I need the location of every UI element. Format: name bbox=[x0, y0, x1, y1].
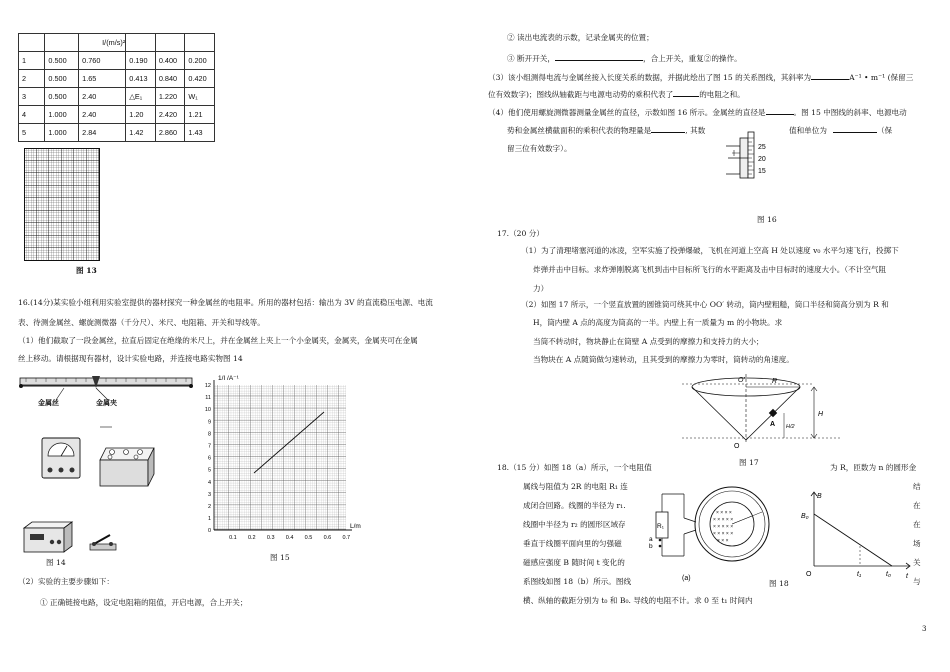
table-cell: 0.413 bbox=[126, 70, 156, 88]
fig16-micrometer bbox=[726, 128, 788, 180]
svg-text:× × × × ×: × × × × × bbox=[713, 517, 734, 523]
power-supply-icon bbox=[22, 520, 74, 554]
table-cell: 2.84 bbox=[79, 124, 126, 142]
fig15-ytick: 3 bbox=[207, 491, 211, 498]
fig15-ytick: 10 bbox=[204, 407, 211, 414]
table-cell bbox=[45, 34, 79, 52]
fig15-ytick: 2 bbox=[207, 504, 211, 510]
fig15-caption: 图 15 bbox=[270, 553, 290, 562]
q17-part1-line1: （1）为了清理堵塞河道的冰凌，空军实施了投弹爆破，飞机在河道上空高 H 处以速度 v₀ 水平匀速飞行，投掷下 bbox=[521, 246, 899, 255]
table-row bbox=[19, 88, 215, 106]
q18-line2a: 属线与阻值为 2R 的电阻 R₁ 连 bbox=[523, 482, 628, 491]
fig17-label-o: O bbox=[734, 443, 740, 450]
answer-blank bbox=[811, 72, 849, 80]
fig18b-label-b: B bbox=[817, 493, 822, 500]
q17-part2-line1: （2）如图 17 所示，一个竖直放置的圆锥筒可绕其中心 OO′ 转动，筒内壁粗糙，筒口半径和筒高分别为 R 和 bbox=[521, 300, 889, 309]
q16-step3-b: ，合上开关，重复②的操作。 bbox=[642, 54, 742, 63]
q16-part4-line3: 留三位有效数字）。 bbox=[507, 144, 572, 153]
q18-line6a: 磁感应强度 B 随时间 t 变化的 bbox=[523, 558, 625, 567]
q18-line5a: 垂直于线圈平面向里的匀强磁 bbox=[523, 539, 622, 548]
table-cell: 0.400 bbox=[155, 52, 185, 70]
ammeter-icon bbox=[40, 436, 84, 482]
fig17-label-o-top: O′ bbox=[738, 377, 745, 384]
table-cell: 1 bbox=[19, 52, 45, 70]
table-cell: 0.500 bbox=[45, 88, 79, 106]
q17-part1-line3: 力） bbox=[533, 284, 549, 293]
q18-line8: 横、纵轴的截距分别为 t₀ 和 B₀. 导线的电阻不计。求 0 至 t₁ 时间内 bbox=[523, 596, 753, 605]
fig15-ytick: 9 bbox=[207, 419, 211, 426]
table-cell bbox=[19, 34, 45, 52]
table-cell: 1.000 bbox=[45, 124, 79, 142]
fig15-xtick: 0.4 bbox=[285, 535, 294, 541]
table-header-unit: I/(m/s)² bbox=[102, 38, 126, 47]
table-cell: 2 bbox=[19, 70, 45, 88]
fig18a-label: (a) bbox=[682, 575, 691, 582]
table-cell: 1.220 bbox=[155, 88, 185, 106]
q16-part3-b: A⁻¹ • m⁻¹ (保留三 bbox=[849, 73, 914, 82]
svg-text:× × × ×: × × × × bbox=[716, 510, 732, 516]
fig17-caption: 图 17 bbox=[739, 458, 759, 467]
fig15-xtick: 0.7 bbox=[342, 535, 351, 541]
svg-text:× × ×: × × × bbox=[717, 538, 729, 544]
q16-step3-a: ③ 断开开关， bbox=[507, 54, 555, 63]
q17-part2-line4: 当物块在 A 点随筒做匀速转动，且其受到的摩擦力为零时，筒转动的角速度。 bbox=[533, 355, 794, 364]
fig18-caption: 图 18 bbox=[769, 579, 789, 588]
fig16-tick: 25 bbox=[758, 144, 766, 151]
q17-part2-line2: H，筒内壁 A 点的高度为筒高的一半。内壁上有一质量为 m 的小物块。求 bbox=[533, 318, 783, 327]
fig15-ytick: 0 bbox=[207, 528, 211, 535]
fig17-label-r: R bbox=[772, 378, 778, 385]
fig17-label-h2: H/2 bbox=[786, 424, 795, 430]
q16-part3-c: 位有效数字)；图线纵轴截距与电源电动势的乘积代表了 bbox=[488, 90, 674, 99]
fig15-ytick: 11 bbox=[205, 395, 211, 402]
q16-intro-line2: 表、待测金属丝、螺旋测微器（千分尺）、米尺、电阻箱、开关和导线等。 bbox=[18, 318, 265, 327]
label-clip: 金属夹 bbox=[96, 398, 117, 407]
q16-part3-a: （3）该小组测得电流与金属丝接入长度关系的数据，并据此绘出了图 15 的关系图线，其斜率为 bbox=[488, 73, 812, 82]
table-cell: 1.42 bbox=[126, 124, 156, 142]
table-cell: 4 bbox=[19, 106, 45, 124]
fig15-ytick: 1 bbox=[207, 516, 211, 523]
answer-blank bbox=[833, 125, 877, 133]
table-cell: W₁ bbox=[185, 88, 215, 106]
table-cell: 0.500 bbox=[45, 52, 79, 70]
table-cell: 0.760 bbox=[79, 52, 126, 70]
table-cell: 2.40 bbox=[79, 106, 126, 124]
fig18b-graph bbox=[800, 486, 916, 582]
answer-blank bbox=[673, 89, 699, 97]
q18-line6b: 关 bbox=[913, 558, 921, 567]
q16-part1-line1: （1）他们截取了一段金属丝，拉直后固定在绝缘的米尺上，并在金属丝上夹上一个小金属夹，金属夹，金属夹可在金属 bbox=[18, 336, 418, 345]
q16-intro-line1: 16.(14分)某实验小组利用实验室提供的器材探究一种金属丝的电阻率。所用的器材包括：输出为 3V 的直流稳压电源、电流 bbox=[18, 298, 433, 307]
q16-part4-e: 值和单位为 bbox=[789, 126, 827, 135]
fig18b-label-t: t bbox=[906, 573, 908, 580]
answer-blank bbox=[766, 107, 794, 115]
fig16-caption: 图 16 bbox=[757, 215, 777, 224]
fig15-ytick: 12 bbox=[204, 383, 211, 389]
fig17-label-h: H bbox=[818, 411, 824, 418]
q18-line2b: 结 bbox=[913, 482, 921, 491]
q16-part4-line2 bbox=[507, 125, 705, 136]
q16-step2: ② 读出电流表的示数，记录金属夹的位置； bbox=[507, 33, 654, 42]
q16-part3-line1 bbox=[488, 72, 913, 83]
table-cell bbox=[185, 34, 215, 52]
q17-part1-line2: 炸弹并击中目标。求炸弹刚脱离飞机到击中目标所飞行的水平距离及击中目标时的速度大小。（不计空气阻 bbox=[533, 265, 887, 274]
resistance-box-icon bbox=[98, 446, 156, 490]
fig18-label-r1: R₁ bbox=[657, 523, 664, 530]
q18-line7b: 与 bbox=[913, 577, 921, 586]
fig15-xtick: 0.3 bbox=[266, 535, 275, 541]
table-cell: 0.200 bbox=[185, 52, 215, 70]
q18-line1a: 18.（15 分）如图 18（a）所示，一个电阻值 bbox=[497, 463, 652, 472]
fig16-tick: 15 bbox=[758, 168, 766, 175]
table-cell: △E₁ bbox=[126, 88, 156, 106]
q18-line7a: 系图线如图 18（b）所示。图线 bbox=[523, 577, 632, 586]
q17-title: 17.（20 分） bbox=[497, 229, 544, 238]
q16-step3 bbox=[507, 53, 742, 64]
q18-line1b: 为 R，匝数为 n 的圆形金 bbox=[830, 463, 917, 472]
fig14-caption: 图 14 bbox=[46, 558, 66, 567]
table-cell bbox=[79, 34, 126, 52]
table-cell: 1.43 bbox=[185, 124, 215, 142]
fig18b-label-t0: t₀ bbox=[886, 571, 891, 578]
table-cell: 2.420 bbox=[155, 106, 185, 124]
fig18b-label-b0: B₀ bbox=[801, 513, 809, 520]
svg-text:× × × × ×: × × × × × bbox=[713, 524, 734, 530]
fig16-tick: 20 bbox=[758, 156, 766, 163]
q16-part4-b: 。图 15 中图线的斜率、电源电动 bbox=[793, 108, 907, 117]
q18-line5b: 场 bbox=[913, 539, 921, 548]
fig18-label-b: b bbox=[649, 543, 653, 550]
q18-line3a: 成闭合回路。线圈的半径为 r₁. bbox=[523, 501, 626, 510]
table-cell: 3 bbox=[19, 88, 45, 106]
fig18-label-a: a bbox=[649, 536, 653, 543]
fig15-ytick: 4 bbox=[207, 479, 211, 486]
fig18b-label-t1: t₁ bbox=[857, 571, 862, 578]
table-cell: 0.190 bbox=[126, 52, 156, 70]
fig17-cone bbox=[676, 370, 846, 454]
fig13-caption: 图 13 bbox=[76, 266, 97, 275]
fig15-xtick: 0.1 bbox=[229, 535, 237, 541]
q16-part4-d: , 其数 bbox=[685, 126, 706, 135]
label-wire: 金属丝 bbox=[38, 398, 59, 407]
fig18b-label-o: O bbox=[806, 571, 812, 578]
q16-part4-c: 势和金属丝横截面积的乘积代表的物理量是 bbox=[507, 126, 652, 135]
fig15-ylabel: 1/I /A⁻¹ bbox=[218, 375, 239, 382]
fig15-xlabel: L/m bbox=[350, 523, 361, 530]
table-cell: 2.860 bbox=[155, 124, 185, 142]
table-cell: 1.21 bbox=[185, 106, 215, 124]
fig15-ytick: 6 bbox=[207, 455, 211, 462]
q18-line4b: 在 bbox=[913, 520, 921, 529]
switch-icon bbox=[88, 532, 118, 552]
answer-blank bbox=[555, 53, 643, 61]
fig18a-circuit bbox=[646, 484, 784, 584]
q16-part4-line1 bbox=[488, 107, 907, 118]
fig15-xtick: 0.5 bbox=[304, 535, 313, 541]
table-cell bbox=[126, 34, 156, 52]
q18-line4a: 线圈中半径为 r₂ 的圆形区域存 bbox=[523, 520, 626, 529]
table-cell bbox=[155, 34, 185, 52]
q16-part2-title: （2）实验的主要步骤如下： bbox=[18, 577, 114, 586]
table-cell: 1.65 bbox=[79, 70, 126, 88]
fig15-chart bbox=[196, 372, 368, 548]
table-row bbox=[19, 52, 215, 70]
q16-part3-line2 bbox=[488, 89, 745, 100]
q16-part4-f: （保 bbox=[876, 126, 893, 135]
q18-line3b: 在 bbox=[913, 501, 921, 510]
fig15-xtick: 0.2 bbox=[247, 535, 256, 541]
answer-blank bbox=[651, 125, 685, 133]
q16-step1: ① 正确链接电路，设定电阻箱的阻值，开启电源，合上开关； bbox=[40, 598, 248, 607]
fig13-grid bbox=[24, 148, 100, 261]
q17-part2-line3: 当筒不转动时，物块静止在筒壁 A 点受到的摩擦力和支持力的大小； bbox=[533, 337, 764, 346]
page-number: 3 bbox=[922, 625, 927, 633]
q16-part1-line2: 丝上移动。请根据现有器材，设计实验电路，并连接电路实物图 14 bbox=[18, 354, 243, 363]
table-cell: 1.20 bbox=[126, 106, 156, 124]
q16-part3-d: 的电阻之和。 bbox=[699, 90, 745, 99]
table-cell: 5 bbox=[19, 124, 45, 142]
table-cell: 1.000 bbox=[45, 106, 79, 124]
q16-part4-a: （4）他们使用螺旋测微器测量金属丝的直径，示数如图 16 所示。金属丝的直径是 bbox=[488, 108, 766, 117]
table-cell: 0.500 bbox=[45, 70, 79, 88]
table-row bbox=[19, 70, 215, 88]
table-cell: 2.40 bbox=[79, 88, 126, 106]
table-cell: 0.420 bbox=[185, 70, 215, 88]
table-row bbox=[19, 106, 215, 124]
fig17-label-a: A bbox=[770, 421, 776, 428]
fig15-ytick: 8 bbox=[207, 431, 211, 438]
table-cell: 0.840 bbox=[155, 70, 185, 88]
fig15-ytick: 7 bbox=[207, 443, 211, 450]
table-header-row bbox=[19, 34, 215, 52]
fig15-ytick: 5 bbox=[207, 467, 211, 474]
fig15-xtick: 0.6 bbox=[323, 535, 332, 541]
q16-part4-line2b bbox=[789, 125, 892, 136]
data-table bbox=[18, 33, 215, 142]
svg-text:× × × × ×: × × × × × bbox=[713, 531, 734, 537]
table-row bbox=[19, 124, 215, 142]
